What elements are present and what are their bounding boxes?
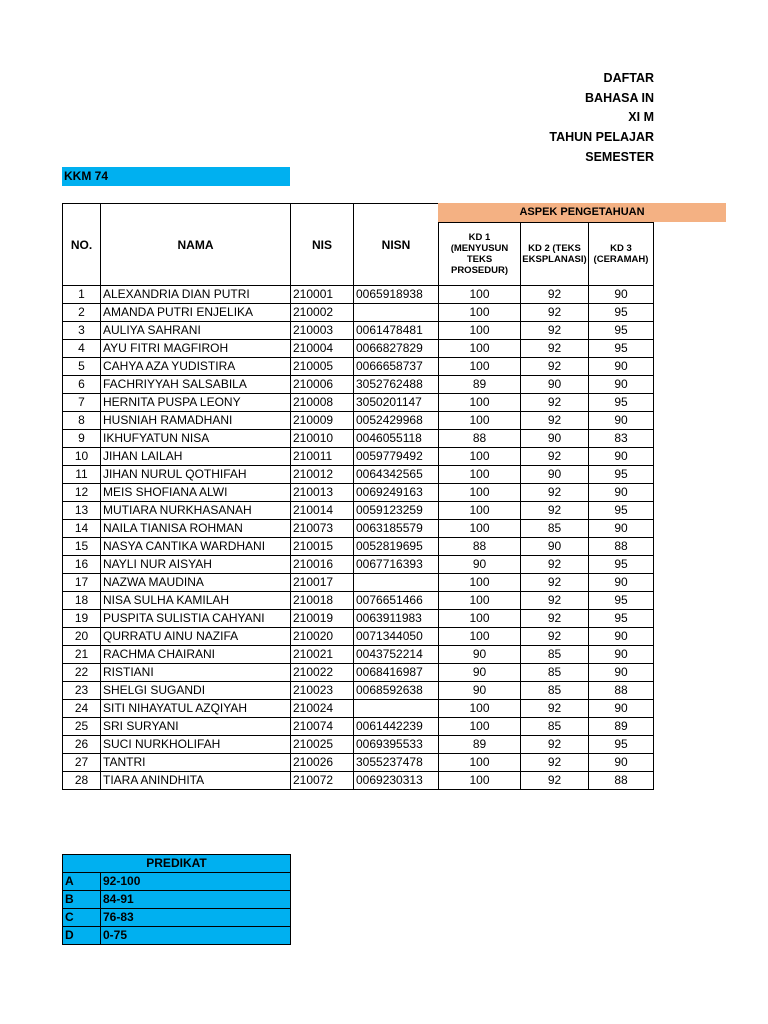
row-no-cell[interactable]: 22 <box>63 664 101 682</box>
row-nisn-cell[interactable] <box>354 574 439 592</box>
row-nama-cell[interactable]: CAHYA AZA YUDISTIRA <box>101 358 291 376</box>
row-nis-cell[interactable]: 210013 <box>291 484 354 502</box>
row-nis-cell[interactable]: 210012 <box>291 466 354 484</box>
row-kd2-cell[interactable]: 92 <box>521 322 589 340</box>
row-nisn-cell[interactable]: 0068416987 <box>354 664 439 682</box>
row-nis-cell[interactable]: 210006 <box>291 376 354 394</box>
row-kd2-cell[interactable]: 92 <box>521 394 589 412</box>
title-line-1: DAFTAR <box>603 71 654 85</box>
table-row <box>63 718 654 736</box>
row-kd1-cell[interactable]: 100 <box>439 610 521 628</box>
row-kd3-cell[interactable]: 95 <box>589 592 654 610</box>
row-nis-cell[interactable]: 210010 <box>291 430 354 448</box>
row-nisn-cell[interactable]: 0052819695 <box>354 538 439 556</box>
row-nama-cell[interactable]: TANTRI <box>101 754 291 772</box>
row-kd2-cell[interactable]: 92 <box>521 574 589 592</box>
row-nisn-cell[interactable]: 0063911983 <box>354 610 439 628</box>
row-nama-cell[interactable]: TIARA ANINDHITA <box>101 772 291 790</box>
predikat-range-cell[interactable]: 84-91 <box>101 891 291 909</box>
row-kd3-cell[interactable]: 90 <box>589 358 654 376</box>
table-row <box>63 772 654 790</box>
row-nis-cell[interactable]: 210020 <box>291 628 354 646</box>
row-nisn-cell[interactable]: 0059123259 <box>354 502 439 520</box>
predikat-body <box>63 855 291 945</box>
row-nama-cell[interactable]: NAZWA MAUDINA <box>101 574 291 592</box>
row-kd3-cell[interactable]: 95 <box>589 502 654 520</box>
row-no-cell[interactable]: 12 <box>63 484 101 502</box>
row-nama-cell[interactable]: NAILA TIANISA ROHMAN <box>101 520 291 538</box>
row-kd1-cell[interactable]: 100 <box>439 754 521 772</box>
row-kd2-cell[interactable]: 90 <box>521 466 589 484</box>
row-kd3-cell[interactable]: 90 <box>589 520 654 538</box>
row-nisn-cell[interactable]: 0059779492 <box>354 448 439 466</box>
row-nis-cell[interactable]: 210009 <box>291 412 354 430</box>
row-no-cell[interactable]: 25 <box>63 718 101 736</box>
table-row <box>63 466 654 484</box>
predikat-grade-cell[interactable]: B <box>63 891 101 909</box>
row-nisn-cell[interactable]: 0065918938 <box>354 286 439 304</box>
table-row <box>63 448 654 466</box>
row-nama-cell[interactable]: FACHRIYYAH SALSABILA <box>101 376 291 394</box>
row-nis-cell[interactable]: 210008 <box>291 394 354 412</box>
row-no-cell[interactable]: 10 <box>63 448 101 466</box>
row-no-cell[interactable]: 27 <box>63 754 101 772</box>
row-kd3-cell[interactable]: 88 <box>589 682 654 700</box>
title-line-3: XI M <box>628 110 654 124</box>
row-kd3-cell[interactable]: 95 <box>589 556 654 574</box>
row-kd3-cell[interactable]: 83 <box>589 430 654 448</box>
row-kd3-cell[interactable]: 95 <box>589 322 654 340</box>
row-nama-cell[interactable]: SITI NIHAYATUL AZQIYAH <box>101 700 291 718</box>
row-kd2-cell[interactable]: 85 <box>521 682 589 700</box>
predikat-grade-cell[interactable]: D <box>63 927 101 945</box>
row-kd2-cell[interactable]: 92 <box>521 448 589 466</box>
row-kd1-cell[interactable]: 100 <box>439 520 521 538</box>
row-kd1-cell[interactable]: 100 <box>439 340 521 358</box>
row-kd2-cell[interactable]: 92 <box>521 340 589 358</box>
table-row <box>63 664 654 682</box>
row-kd1-cell[interactable]: 100 <box>439 358 521 376</box>
row-no-cell[interactable]: 18 <box>63 592 101 610</box>
row-nis-cell[interactable]: 210003 <box>291 322 354 340</box>
row-kd2-cell[interactable]: 92 <box>521 304 589 322</box>
row-kd3-cell[interactable]: 88 <box>589 772 654 790</box>
row-kd1-cell[interactable]: 100 <box>439 322 521 340</box>
row-nama-cell[interactable]: JIHAN LAILAH <box>101 448 291 466</box>
row-nis-cell[interactable]: 210025 <box>291 736 354 754</box>
row-nisn-cell[interactable]: 0069395533 <box>354 736 439 754</box>
row-no-cell[interactable]: 9 <box>63 430 101 448</box>
row-nis-cell[interactable]: 210001 <box>291 286 354 304</box>
row-kd2-cell[interactable]: 92 <box>521 754 589 772</box>
table-row <box>63 304 654 322</box>
table-row <box>63 376 654 394</box>
row-nis-cell[interactable]: 210018 <box>291 592 354 610</box>
row-kd2-cell[interactable]: 92 <box>521 412 589 430</box>
row-kd2-cell[interactable]: 92 <box>521 484 589 502</box>
row-nisn-cell[interactable]: 0046055118 <box>354 430 439 448</box>
row-kd2-cell[interactable]: 90 <box>521 376 589 394</box>
row-no-cell[interactable]: 28 <box>63 772 101 790</box>
row-kd1-cell[interactable]: 100 <box>439 286 521 304</box>
row-kd1-cell[interactable]: 100 <box>439 412 521 430</box>
header-kd1[interactable]: KD 1 (MENYUSUN TEKS PROSEDUR) <box>439 223 521 286</box>
table-row <box>63 736 654 754</box>
row-kd2-cell[interactable]: 92 <box>521 592 589 610</box>
row-nis-cell[interactable]: 210024 <box>291 700 354 718</box>
row-kd2-cell[interactable]: 85 <box>521 718 589 736</box>
table-row <box>63 520 654 538</box>
row-kd3-cell[interactable]: 89 <box>589 718 654 736</box>
row-kd1-cell[interactable]: 100 <box>439 574 521 592</box>
table-row <box>63 322 654 340</box>
row-kd2-cell[interactable]: 92 <box>521 628 589 646</box>
table-row <box>63 340 654 358</box>
row-nama-cell[interactable]: AULIYA SAHRANI <box>101 322 291 340</box>
row-kd3-cell[interactable]: 90 <box>589 700 654 718</box>
row-kd1-cell[interactable]: 100 <box>439 394 521 412</box>
row-kd1-cell[interactable]: 100 <box>439 304 521 322</box>
row-kd3-cell[interactable]: 95 <box>589 610 654 628</box>
table-row <box>63 610 654 628</box>
row-nisn-cell[interactable]: 3055237478 <box>354 754 439 772</box>
row-nama-cell[interactable]: MEIS SHOFIANA ALWI <box>101 484 291 502</box>
row-kd3-cell[interactable]: 90 <box>589 754 654 772</box>
row-kd3-cell[interactable]: 90 <box>589 448 654 466</box>
row-kd1-cell[interactable]: 89 <box>439 376 521 394</box>
row-kd3-cell[interactable]: 88 <box>589 538 654 556</box>
title-line-5: SEMESTER <box>585 150 654 164</box>
row-no-cell[interactable]: 21 <box>63 646 101 664</box>
predikat-row <box>63 927 291 945</box>
row-nisn-cell[interactable]: 0068592638 <box>354 682 439 700</box>
row-no-cell[interactable]: 16 <box>63 556 101 574</box>
row-nama-cell[interactable]: AYU FITRI MAGFIROH <box>101 340 291 358</box>
row-nis-cell[interactable]: 210015 <box>291 538 354 556</box>
row-nama-cell[interactable]: SRI SURYANI <box>101 718 291 736</box>
row-kd2-cell[interactable]: 92 <box>521 610 589 628</box>
row-kd3-cell[interactable]: 95 <box>589 394 654 412</box>
grades-body <box>63 286 654 790</box>
row-nisn-cell[interactable]: 0067716393 <box>354 556 439 574</box>
row-nis-cell[interactable]: 210005 <box>291 358 354 376</box>
table-row <box>63 574 654 592</box>
table-row <box>63 556 654 574</box>
row-no-cell[interactable]: 11 <box>63 466 101 484</box>
row-nisn-cell[interactable]: 0052429968 <box>354 412 439 430</box>
grades-table <box>62 203 654 790</box>
header-nama[interactable]: NAMA <box>101 204 291 286</box>
row-nisn-cell[interactable]: 0066827829 <box>354 340 439 358</box>
predikat-row <box>63 891 291 909</box>
row-nama-cell[interactable]: HERNITA PUSPA LEONY <box>101 394 291 412</box>
row-no-cell[interactable]: 24 <box>63 700 101 718</box>
aspek-pengetahuan-label: ASPEK PENGETAHUAN <box>519 206 645 218</box>
row-kd3-cell[interactable]: 95 <box>589 736 654 754</box>
row-nis-cell[interactable]: 210019 <box>291 610 354 628</box>
row-no-cell[interactable]: 2 <box>63 304 101 322</box>
row-no-cell[interactable]: 4 <box>63 340 101 358</box>
table-row <box>63 412 654 430</box>
row-nama-cell[interactable]: JIHAN NURUL QOTHIFAH <box>101 466 291 484</box>
header-no[interactable]: NO. <box>63 204 101 286</box>
row-kd3-cell[interactable]: 90 <box>589 574 654 592</box>
row-no-cell[interactable]: 13 <box>63 502 101 520</box>
row-nis-cell[interactable]: 210022 <box>291 664 354 682</box>
row-kd2-cell[interactable]: 90 <box>521 538 589 556</box>
row-nis-cell[interactable]: 210011 <box>291 448 354 466</box>
row-nis-cell[interactable]: 210074 <box>291 718 354 736</box>
row-nisn-cell[interactable]: 0063185579 <box>354 520 439 538</box>
row-nis-cell[interactable]: 210021 <box>291 646 354 664</box>
row-nisn-cell[interactable]: 0061478481 <box>354 322 439 340</box>
row-nis-cell[interactable]: 210072 <box>291 772 354 790</box>
predikat-title[interactable]: PREDIKAT <box>63 855 291 873</box>
predikat-table <box>62 854 291 945</box>
row-kd2-cell[interactable]: 85 <box>521 520 589 538</box>
header-kd2[interactable]: KD 2 (TEKS EKSPLANASI) <box>521 223 589 286</box>
row-kd1-cell[interactable]: 89 <box>439 736 521 754</box>
row-kd1-cell[interactable]: 90 <box>439 646 521 664</box>
row-nama-cell[interactable]: ALEXANDRIA DIAN PUTRI <box>101 286 291 304</box>
row-kd2-cell[interactable]: 85 <box>521 664 589 682</box>
table-row <box>63 430 654 448</box>
row-nama-cell[interactable]: SHELGI SUGANDI <box>101 682 291 700</box>
row-nis-cell[interactable]: 210017 <box>291 574 354 592</box>
predikat-range-cell[interactable]: 0-75 <box>101 927 291 945</box>
predikat-grade-cell[interactable]: A <box>63 873 101 891</box>
table-row <box>63 286 654 304</box>
row-no-cell[interactable]: 14 <box>63 520 101 538</box>
row-kd2-cell[interactable]: 92 <box>521 358 589 376</box>
row-kd2-cell[interactable]: 92 <box>521 772 589 790</box>
row-kd1-cell[interactable]: 90 <box>439 556 521 574</box>
row-kd3-cell[interactable]: 95 <box>589 304 654 322</box>
row-no-cell[interactable]: 17 <box>63 574 101 592</box>
row-nama-cell[interactable]: HUSNIAH RAMADHANI <box>101 412 291 430</box>
table-row <box>63 628 654 646</box>
row-kd3-cell[interactable]: 95 <box>589 340 654 358</box>
row-nis-cell[interactable]: 210016 <box>291 556 354 574</box>
row-nis-cell[interactable]: 210026 <box>291 754 354 772</box>
table-row <box>63 646 654 664</box>
row-nis-cell[interactable]: 210023 <box>291 682 354 700</box>
row-nis-cell[interactable]: 210073 <box>291 520 354 538</box>
row-kd1-cell[interactable]: 100 <box>439 772 521 790</box>
row-no-cell[interactable]: 19 <box>63 610 101 628</box>
row-kd2-cell[interactable]: 92 <box>521 286 589 304</box>
row-kd2-cell[interactable]: 92 <box>521 556 589 574</box>
predikat-row <box>63 873 291 891</box>
table-row <box>63 484 654 502</box>
row-nisn-cell[interactable]: 0066658737 <box>354 358 439 376</box>
row-kd1-cell[interactable]: 88 <box>439 538 521 556</box>
row-kd2-cell[interactable]: 92 <box>521 502 589 520</box>
row-kd3-cell[interactable]: 90 <box>589 376 654 394</box>
row-kd1-cell[interactable]: 90 <box>439 664 521 682</box>
row-no-cell[interactable]: 23 <box>63 682 101 700</box>
row-kd1-cell[interactable]: 100 <box>439 718 521 736</box>
row-no-cell[interactable]: 20 <box>63 628 101 646</box>
row-nisn-cell[interactable]: 0076651466 <box>354 592 439 610</box>
table-row <box>63 754 654 772</box>
row-nisn-cell[interactable]: 0061442239 <box>354 718 439 736</box>
row-nis-cell[interactable]: 210014 <box>291 502 354 520</box>
table-row <box>63 538 654 556</box>
row-kd3-cell[interactable]: 90 <box>589 412 654 430</box>
row-nisn-cell[interactable]: 0064342565 <box>354 466 439 484</box>
row-nis-cell[interactable]: 210002 <box>291 304 354 322</box>
row-nisn-cell[interactable]: 0071344050 <box>354 628 439 646</box>
row-kd1-cell[interactable]: 100 <box>439 484 521 502</box>
row-kd1-cell[interactable]: 100 <box>439 628 521 646</box>
row-nama-cell[interactable]: RISTIANI <box>101 664 291 682</box>
row-no-cell[interactable]: 15 <box>63 538 101 556</box>
header-nisn[interactable]: NISN <box>354 204 439 286</box>
row-kd1-cell[interactable]: 100 <box>439 700 521 718</box>
kkm-label[interactable]: KKM 74 <box>62 167 290 186</box>
row-kd1-cell[interactable]: 90 <box>439 682 521 700</box>
row-no-cell[interactable]: 7 <box>63 394 101 412</box>
row-kd3-cell[interactable]: 90 <box>589 628 654 646</box>
row-kd1-cell[interactable]: 88 <box>439 430 521 448</box>
row-kd3-cell[interactable]: 90 <box>589 646 654 664</box>
predikat-grade-cell[interactable]: C <box>63 909 101 927</box>
row-nisn-cell[interactable]: 3050201147 <box>354 394 439 412</box>
predikat-range-cell[interactable]: 92-100 <box>101 873 291 891</box>
row-kd1-cell[interactable]: 100 <box>439 466 521 484</box>
row-nama-cell[interactable]: NASYA CANTIKA WARDHANI <box>101 538 291 556</box>
row-nisn-cell[interactable]: 0069249163 <box>354 484 439 502</box>
row-nisn-cell[interactable]: 0043752214 <box>354 646 439 664</box>
header-kd3[interactable]: KD 3 (CERAMAH) <box>589 223 654 286</box>
row-kd2-cell[interactable]: 90 <box>521 430 589 448</box>
aspek-pengetahuan-band[interactable] <box>438 203 726 222</box>
row-nama-cell[interactable]: RACHMA CHAIRANI <box>101 646 291 664</box>
row-kd3-cell[interactable]: 90 <box>589 664 654 682</box>
row-kd3-cell[interactable]: 95 <box>589 466 654 484</box>
row-no-cell[interactable]: 3 <box>63 322 101 340</box>
row-kd1-cell[interactable]: 100 <box>439 592 521 610</box>
row-kd1-cell[interactable]: 100 <box>439 502 521 520</box>
row-nama-cell[interactable]: NAYLI NUR AISYAH <box>101 556 291 574</box>
row-kd3-cell[interactable]: 90 <box>589 484 654 502</box>
table-row <box>63 682 654 700</box>
row-nama-cell[interactable]: QURRATU AINU NAZIFA <box>101 628 291 646</box>
row-nama-cell[interactable]: PUSPITA SULISTIA CAHYANI <box>101 610 291 628</box>
row-nama-cell[interactable]: MUTIARA NURKHASANAH <box>101 502 291 520</box>
predikat-range-cell[interactable]: 76-83 <box>101 909 291 927</box>
row-no-cell[interactable]: 5 <box>63 358 101 376</box>
row-nama-cell[interactable]: IKHUFYATUN NISA <box>101 430 291 448</box>
row-nisn-cell[interactable] <box>354 304 439 322</box>
table-row <box>63 592 654 610</box>
title-line-4: TAHUN PELAJAR <box>549 130 654 144</box>
row-kd2-cell[interactable]: 85 <box>521 646 589 664</box>
table-row <box>63 358 654 376</box>
table-row <box>63 502 654 520</box>
header-nis[interactable]: NIS <box>291 204 354 286</box>
row-nama-cell[interactable]: AMANDA PUTRI ENJELIKA <box>101 304 291 322</box>
row-no-cell[interactable]: 26 <box>63 736 101 754</box>
predikat-row <box>63 909 291 927</box>
row-no-cell[interactable]: 1 <box>63 286 101 304</box>
row-no-cell[interactable]: 8 <box>63 412 101 430</box>
row-kd1-cell[interactable]: 100 <box>439 448 521 466</box>
row-kd2-cell[interactable]: 92 <box>521 700 589 718</box>
table-row <box>63 700 654 718</box>
table-row <box>63 394 654 412</box>
title-line-2: BAHASA IN <box>585 91 654 105</box>
row-no-cell[interactable]: 6 <box>63 376 101 394</box>
row-nama-cell[interactable]: SUCI NURKHOLIFAH <box>101 736 291 754</box>
row-nama-cell[interactable]: NISA SULHA KAMILAH <box>101 592 291 610</box>
row-nisn-cell[interactable]: 3052762488 <box>354 376 439 394</box>
row-kd3-cell[interactable]: 90 <box>589 286 654 304</box>
row-nisn-cell[interactable] <box>354 700 439 718</box>
row-nis-cell[interactable]: 210004 <box>291 340 354 358</box>
row-kd2-cell[interactable]: 92 <box>521 736 589 754</box>
row-nisn-cell[interactable]: 0069230313 <box>354 772 439 790</box>
